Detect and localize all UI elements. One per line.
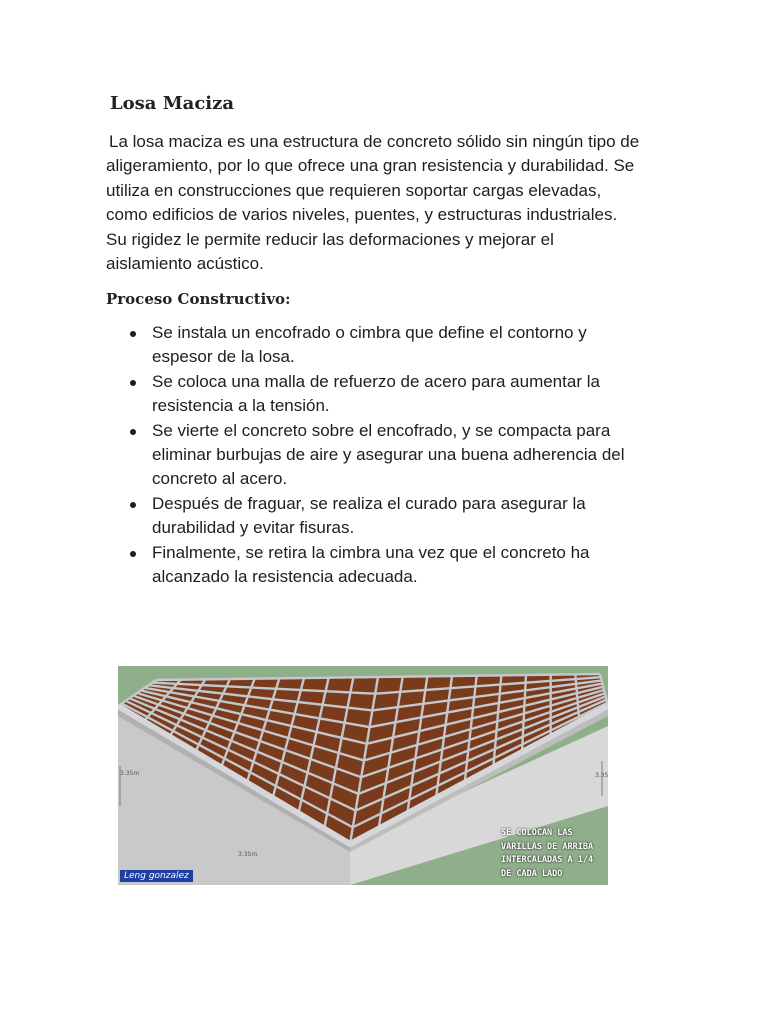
author-credit-badge: Leng gonzalez bbox=[120, 870, 193, 882]
list-item bbox=[106, 541, 666, 590]
dimension-label: 3.35m bbox=[238, 851, 258, 858]
list-item-line: Se coloca una malla de refuerzo de acero para aumentar la bbox=[152, 371, 600, 391]
intro-line: como edificios de varios niveles, puentes, y estructuras industriales. bbox=[106, 205, 618, 225]
intro-line: utiliza en construcciones que requieren soportar cargas elevadas, bbox=[106, 180, 602, 200]
list-item-line: resistencia a la tensión. bbox=[152, 396, 330, 416]
bullet-icon bbox=[130, 429, 136, 435]
intro-line: aislamiento acústico. bbox=[106, 254, 264, 274]
bullet-icon bbox=[130, 551, 136, 557]
intro-line: aligeramiento, por lo que ofrece una gran resistencia y durabilidad. Se bbox=[106, 156, 635, 176]
section-subtitle: Proceso Constructivo: bbox=[106, 290, 291, 308]
bullet-icon bbox=[130, 502, 136, 508]
intro-line: La losa maciza es una estructura de concreto sólido sin ningún tipo de bbox=[109, 132, 640, 151]
bullet-icon bbox=[130, 380, 136, 386]
slab-rebar-illustration bbox=[118, 666, 608, 885]
list-item-line: Después de fraguar, se realiza el curado para asegurar la bbox=[152, 493, 586, 513]
caption-line: INTERCALADAS A 1/4 bbox=[501, 855, 594, 865]
process-steps-list bbox=[106, 321, 666, 589]
list-item-line: durabilidad y evitar fisuras. bbox=[152, 518, 355, 538]
intro-paragraph bbox=[106, 130, 666, 276]
list-item-line: concreto al acero. bbox=[152, 469, 288, 489]
list-item bbox=[106, 419, 666, 492]
dimension-label: 3.35m bbox=[120, 770, 140, 777]
list-item-line: Se vierte el concreto sobre el encofrado, y se compacta para bbox=[152, 420, 611, 440]
figure-caption bbox=[501, 827, 603, 881]
caption-line: VARILLAS DE ARRIBA bbox=[501, 841, 594, 852]
list-item bbox=[106, 492, 666, 541]
list-item bbox=[106, 370, 666, 419]
bullet-icon bbox=[130, 331, 136, 337]
list-item-line: espesor de la losa. bbox=[152, 347, 295, 367]
caption-line: SE COLOCAN LAS bbox=[501, 828, 573, 838]
list-item-line: Finalmente, se retira la cimbra una vez que el concreto ha bbox=[152, 542, 590, 562]
dimension-label: 3.35 bbox=[595, 772, 608, 779]
caption-line: DE CADA LADO bbox=[501, 868, 563, 879]
page-title: Losa Maciza bbox=[110, 93, 234, 114]
list-item-line: eliminar burbujas de aire y asegurar una buena adherencia del bbox=[152, 445, 625, 465]
list-item-line: Se instala un encofrado o cimbra que define el contorno y bbox=[152, 323, 587, 342]
intro-line: Su rigidez le permite reducir las deformaciones y mejorar el bbox=[106, 229, 554, 249]
list-item bbox=[106, 321, 666, 370]
list-item-line: alcanzado la resistencia adecuada. bbox=[152, 567, 418, 587]
